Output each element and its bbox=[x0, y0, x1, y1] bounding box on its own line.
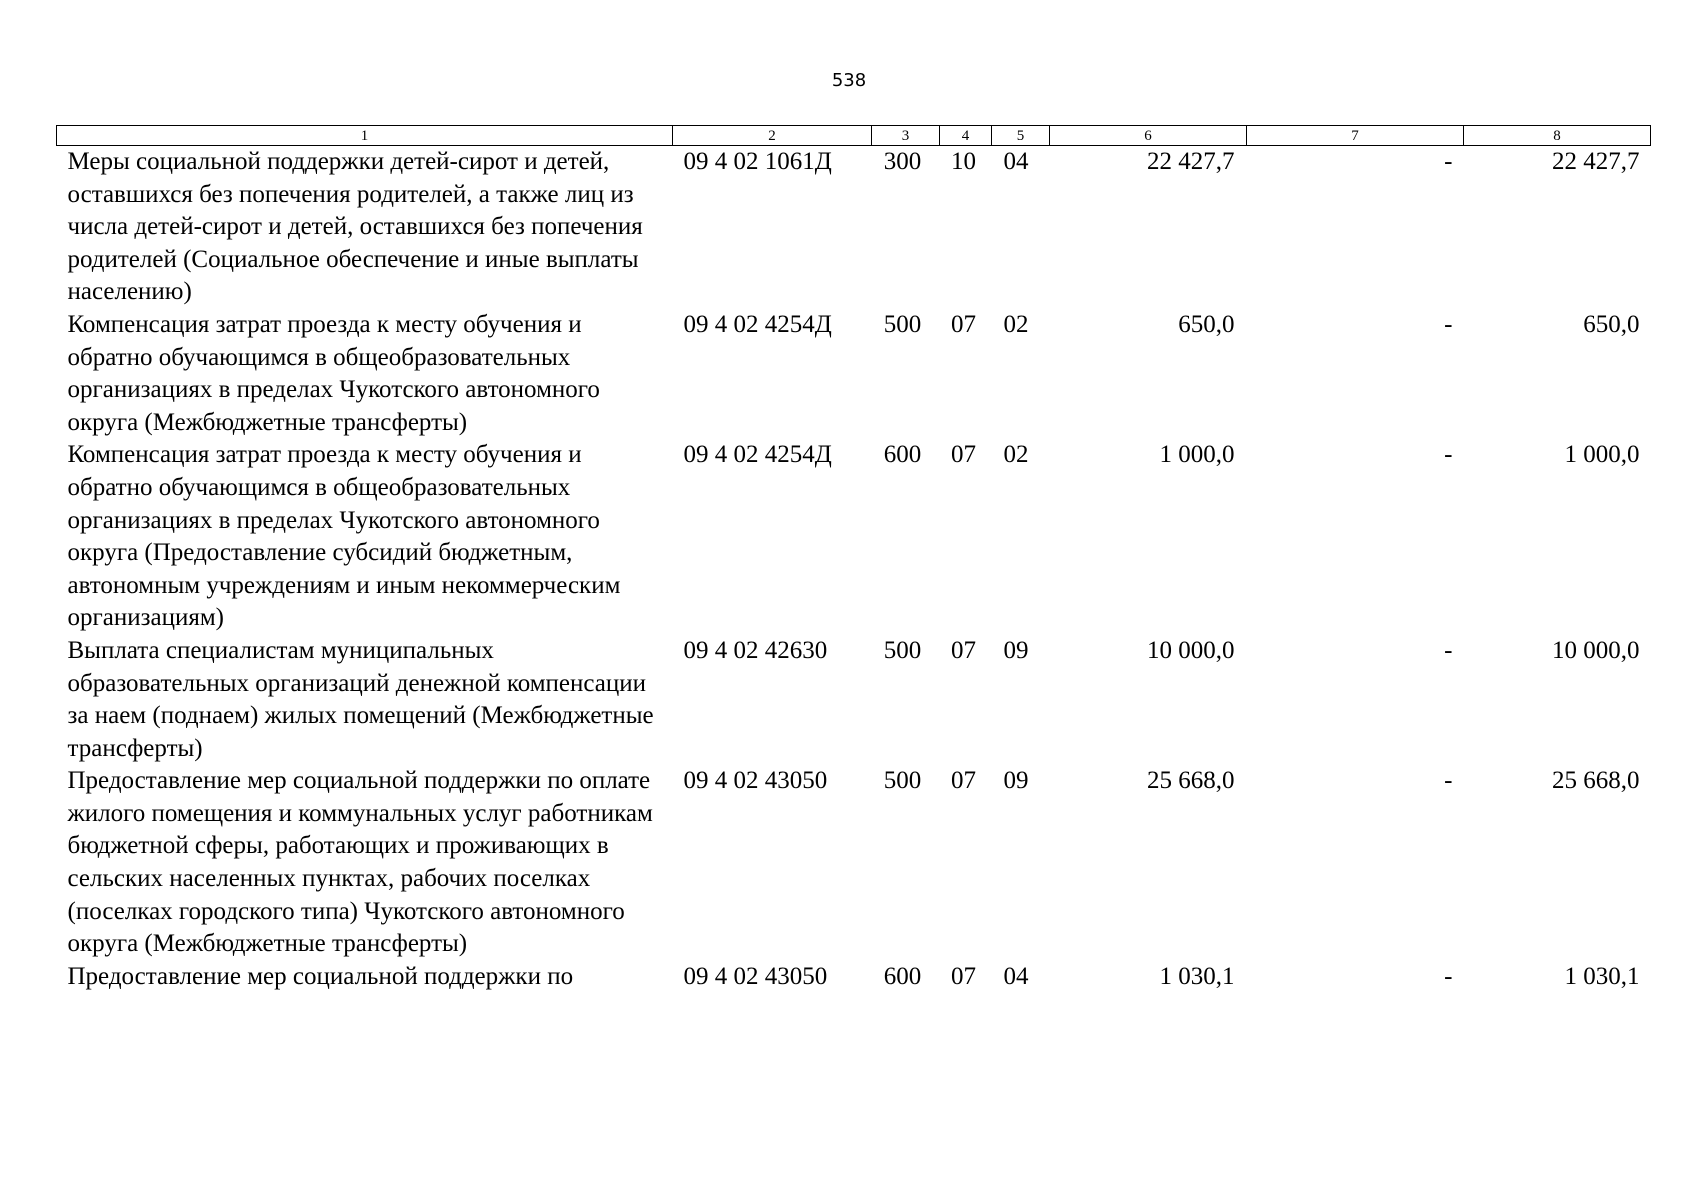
row-col7: - bbox=[1444, 148, 1453, 175]
table-row bbox=[57, 961, 1651, 994]
row-col6: 1 000,0 bbox=[1159, 441, 1235, 469]
header-cell-2: 2 bbox=[673, 126, 872, 146]
table-header bbox=[57, 126, 1651, 146]
row-col8: 1 030,1 bbox=[1564, 962, 1640, 990]
header-cell-4: 4 bbox=[940, 126, 992, 146]
row-col4: 07 bbox=[951, 441, 976, 469]
row-col5: 09 bbox=[1003, 767, 1029, 795]
row-col8: 25 668,0 bbox=[1552, 767, 1640, 795]
row-col6: 25 668,0 bbox=[1147, 767, 1235, 795]
row-code: 09 4 02 4254Д bbox=[683, 441, 832, 469]
row-description: Меры социальной поддержки детей-сирот и детей, оставшихся без попечения родителей, а также лиц из числа детей-сирот и детей, оставшихся без попечения родителей (Социальное обеспечение и иные выплаты населению) bbox=[67, 148, 643, 306]
row-code: 09 4 02 1061Д bbox=[683, 148, 832, 175]
row-col4: 07 bbox=[951, 962, 976, 990]
row-description: Выплата специалистам муниципальных образовательных организаций денежной компенсации за наем (поднаем) жилых помещений (Межбюджетные трансферты) bbox=[67, 636, 654, 762]
row-col7: - bbox=[1444, 310, 1453, 338]
table-row bbox=[57, 146, 1651, 309]
row-col8: 1 000,0 bbox=[1564, 441, 1640, 469]
row-description: Предоставление мер социальной поддержки по оплате жилого помещения и коммунальных услуг работникам бюджетной сферы, работающих и проживающих в сельских населенных пунктах, рабочих поселках (поселках городского типа) Чукотского автономного округа (Межбюджетные трансферты) bbox=[67, 767, 653, 958]
header-cell-8: 8 bbox=[1464, 126, 1651, 146]
row-col3: 600 bbox=[883, 962, 922, 990]
row-description: Компенсация затрат проезда к месту обучения и обратно обучающимся в общеобразовательных организациях в пределах Чукотского автономного округа (Межбюджетные трансферты) bbox=[67, 310, 600, 436]
row-col7: - bbox=[1444, 441, 1453, 469]
row-code: 09 4 02 43050 bbox=[683, 962, 828, 990]
row-col3: 600 bbox=[883, 441, 922, 469]
row-description: Предоставление мер социальной поддержки по bbox=[67, 962, 574, 990]
row-col4: 10 bbox=[951, 148, 976, 175]
table-body bbox=[57, 146, 1651, 994]
row-code: 09 4 02 42630 bbox=[683, 636, 828, 664]
row-col6: 650,0 bbox=[1178, 310, 1235, 338]
row-col5: 02 bbox=[1003, 441, 1029, 469]
header-cell-6: 6 bbox=[1050, 126, 1247, 146]
row-description: Компенсация затрат проезда к месту обучения и обратно обучающимся в общеобразовательных организациях в пределах Чукотского автономного округа (Предоставление субсидий бюджетным, автономным учреждениям и иным некоммерческим организациям) bbox=[67, 441, 621, 632]
table-row bbox=[57, 765, 1651, 961]
row-col8: 10 000,0 bbox=[1552, 636, 1640, 664]
row-col6: 22 427,7 bbox=[1147, 148, 1235, 175]
row-col4: 07 bbox=[951, 767, 976, 795]
page-number: 538 bbox=[831, 70, 867, 91]
row-col5: 04 bbox=[1003, 962, 1029, 990]
row-col4: 07 bbox=[951, 636, 976, 664]
row-col5: 09 bbox=[1003, 636, 1029, 664]
row-col7: - bbox=[1444, 962, 1453, 990]
row-col3: 500 bbox=[883, 767, 922, 795]
row-col8: 22 427,7 bbox=[1552, 148, 1640, 175]
table-row bbox=[57, 635, 1651, 765]
table-row bbox=[57, 309, 1651, 439]
row-col4: 07 bbox=[951, 310, 976, 338]
row-col3: 500 bbox=[883, 310, 922, 338]
row-col7: - bbox=[1444, 636, 1453, 664]
row-col6: 1 030,1 bbox=[1159, 962, 1235, 990]
row-code: 09 4 02 4254Д bbox=[683, 310, 832, 338]
row-col7: - bbox=[1444, 767, 1453, 795]
row-col3: 300 bbox=[883, 148, 922, 175]
budget-table bbox=[56, 125, 1651, 993]
header-cell-3: 3 bbox=[872, 126, 940, 146]
row-code: 09 4 02 43050 bbox=[683, 767, 828, 795]
row-col8: 650,0 bbox=[1583, 310, 1640, 338]
header-cell-5: 5 bbox=[992, 126, 1050, 146]
row-col6: 10 000,0 bbox=[1147, 636, 1235, 664]
header-cell-1: 1 bbox=[57, 126, 673, 146]
row-col3: 500 bbox=[883, 636, 922, 664]
header-cell-7: 7 bbox=[1247, 126, 1464, 146]
row-col5: 04 bbox=[1003, 148, 1029, 175]
header-row bbox=[57, 126, 1651, 146]
row-col5: 02 bbox=[1003, 310, 1029, 338]
table-row bbox=[57, 439, 1651, 635]
